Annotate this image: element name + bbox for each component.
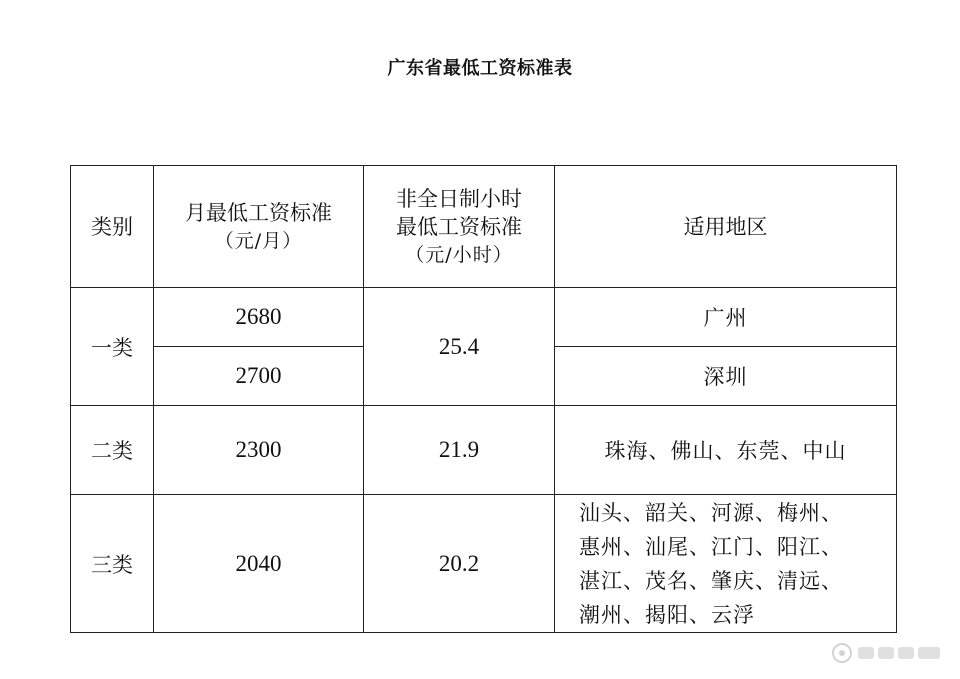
header-row — [71, 166, 897, 288]
header-hourly-label-2: 最低工资标准 — [396, 214, 522, 239]
monthly-wage-cell: 2300 — [154, 406, 364, 495]
category-cell: 二类 — [71, 406, 154, 495]
monthly-wage-cell: 2700 — [154, 347, 364, 406]
hourly-wage-cell: 25.4 — [364, 288, 555, 406]
hourly-wage-cell: 21.9 — [364, 406, 555, 495]
header-region — [555, 166, 897, 288]
minimum-wage-table — [70, 165, 897, 633]
region-cell: 珠海、佛山、东莞、中山 — [555, 406, 897, 495]
table-title: 广东省最低工资标准表 — [387, 58, 573, 79]
header-monthly-label: 月最低工资标准 — [185, 200, 332, 225]
category-cell: 三类 — [71, 495, 154, 633]
table-row — [71, 406, 897, 495]
region-line: 惠州、汕尾、江门、阳江、 — [579, 534, 843, 559]
header-monthly-unit: （元/月） — [214, 229, 303, 252]
header-category-label: 类别 — [91, 214, 133, 239]
region-cell: 深圳 — [555, 347, 897, 406]
region-cell: 广州 — [555, 288, 897, 347]
header-hourly-unit: （元/小时） — [405, 243, 513, 266]
header-category — [71, 166, 154, 288]
region-line: 潮州、揭阳、云浮 — [579, 602, 755, 627]
watermark-logo — [830, 641, 948, 665]
table-row — [71, 288, 897, 347]
region-line: 汕头、韶关、河源、梅州、 — [579, 500, 843, 525]
header-hourly-label-1: 非全日制小时 — [396, 186, 522, 211]
hourly-wage-cell: 20.2 — [364, 495, 555, 633]
region-line: 湛江、茂名、肇庆、清远、 — [579, 568, 843, 593]
header-hourly — [364, 166, 555, 288]
header-monthly — [154, 166, 364, 288]
region-cell — [555, 495, 897, 633]
monthly-wage-cell: 2680 — [154, 288, 364, 347]
table-row — [71, 495, 897, 633]
category-cell: 一类 — [71, 288, 154, 406]
monthly-wage-cell: 2040 — [154, 495, 364, 633]
header-region-label: 适用地区 — [683, 214, 768, 239]
